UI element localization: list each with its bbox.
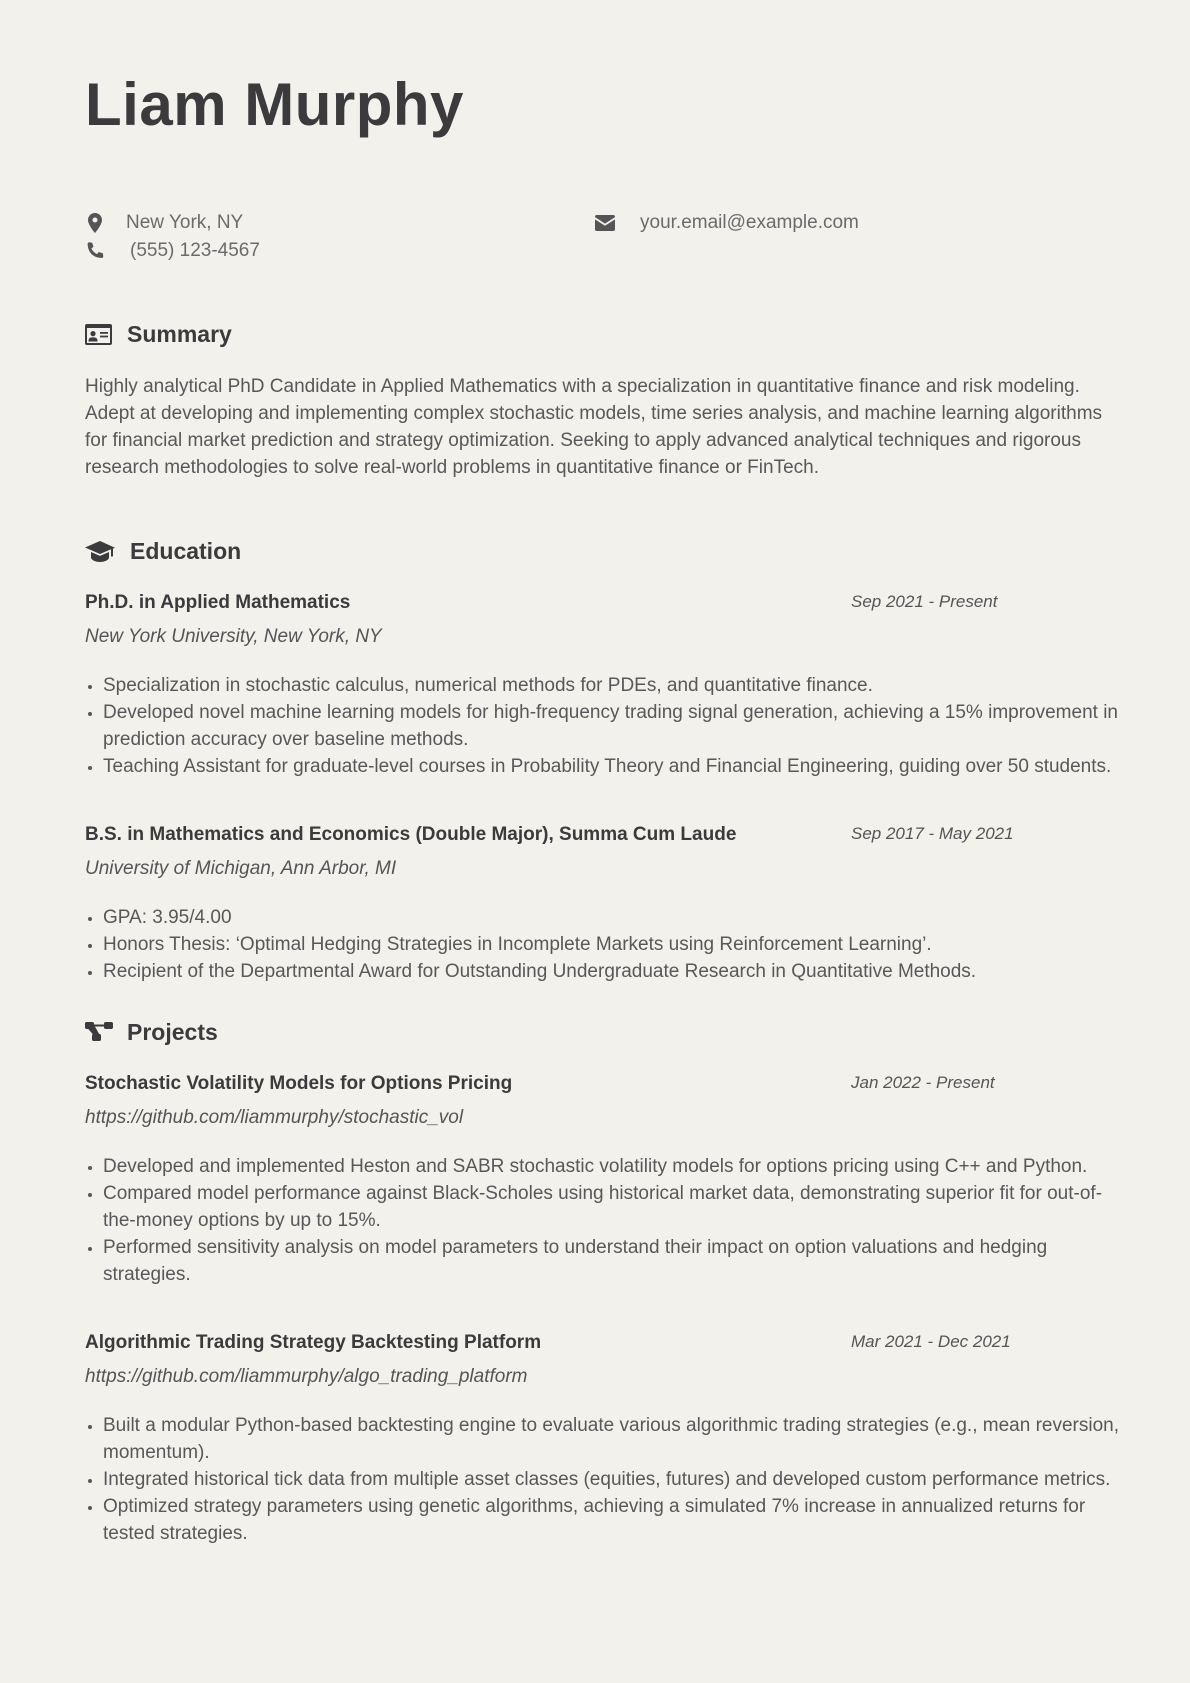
project-entry-date: Jan 2022 - Present — [851, 1073, 995, 1092]
list-item: • Specialization in stochastic calculus, numerical methods for PDEs, and quantitative finance. — [103, 672, 1128, 699]
projects-heading — [85, 1019, 218, 1046]
education-entry-bullets — [85, 904, 1128, 985]
project-entry-bullets — [85, 1412, 1128, 1547]
list-item: • Performed sensitivity analysis on model parameters to understand their impact on option valuations and hedging strategies. — [103, 1234, 1128, 1288]
project-entry-title: Algorithmic Trading Strategy Backtesting Platform — [85, 1332, 542, 1353]
education-entry-date: Sep 2021 - Present — [851, 592, 998, 611]
education-entry-institution: New York University, New York, NY — [85, 626, 382, 647]
phone-icon — [85, 240, 105, 262]
education-entry-title: B.S. in Mathematics and Economics (Double Major), Summa Cum Laude — [85, 824, 737, 845]
summary-heading — [85, 321, 232, 348]
list-item: • Developed and implemented Heston and SABR stochastic volatility models for options pricing using C++ and Python. — [103, 1153, 1128, 1180]
summary-text: Highly analytical PhD Candidate in Applied Mathematics with a specialization in quantitative finance and risk modeling. Adept at developing and implementing complex stochastic models, time series analysis, and machine learning algorithms for financial market prediction and strategy optimization. Seeking to apply advanced analytical techniques and rigorous research methodologies to solve real-world problems in quantitative finance or FinTech. — [85, 376, 1103, 478]
education-entry-institution: University of Michigan, Ann Arbor, MI — [85, 858, 397, 879]
contact-location — [85, 212, 243, 234]
education-heading — [85, 538, 241, 565]
project-entry-title: Stochastic Volatility Models for Options Pricing — [85, 1073, 513, 1094]
project-entry-bullets — [85, 1153, 1128, 1288]
candidate-name: Liam Murphy — [85, 71, 464, 138]
list-item: • Compared model performance against Black-Scholes using historical market data, demonstrating superior fit for out-of-the-money options by up to 15%. — [103, 1180, 1128, 1234]
list-item: • Teaching Assistant for graduate-level courses in Probability Theory and Financial Engineering, guiding over 50 students. — [103, 753, 1128, 780]
list-item: • Integrated historical tick data from multiple asset classes (equities, futures) and developed custom performance metrics. — [103, 1466, 1128, 1493]
list-item: • Recipient of the Departmental Award for Outstanding Undergraduate Research in Quantitative Methods. — [103, 958, 1128, 985]
project-diagram-icon — [85, 1022, 115, 1044]
list-item: • Built a modular Python-based backtesting engine to evaluate various algorithmic trading strategies (e.g., mean reversion, momentum). — [103, 1412, 1128, 1466]
education-title: Education — [130, 538, 242, 564]
location-text: New York, NY — [126, 212, 244, 233]
phone-text: (555) 123-4567 — [130, 240, 260, 261]
graduation-cap-icon — [85, 541, 118, 563]
project-entry-link[interactable]: https://github.com/liammurphy/algo_trading_platform — [85, 1366, 528, 1387]
envelope-icon — [595, 212, 615, 234]
education-entry-date: Sep 2017 - May 2021 — [851, 824, 1014, 843]
map-marker-icon — [85, 212, 105, 234]
project-entry-date: Mar 2021 - Dec 2021 — [851, 1332, 1011, 1351]
list-item: • Developed novel machine learning models for high-frequency trading signal generation, achieving a 15% improvement in prediction accuracy over baseline methods. — [103, 699, 1128, 753]
id-card-icon — [85, 324, 115, 345]
contact-phone — [85, 240, 260, 262]
education-entry-title: Ph.D. in Applied Mathematics — [85, 592, 351, 613]
list-item: • GPA: 3.95/4.00 — [103, 904, 1128, 931]
projects-title: Projects — [127, 1019, 218, 1045]
education-entry-bullets — [85, 672, 1128, 780]
list-item: • Optimized strategy parameters using genetic algorithms, achieving a simulated 7% increase in annualized returns for tested strategies. — [103, 1493, 1128, 1547]
project-entry-link[interactable]: https://github.com/liammurphy/stochastic_vol — [85, 1107, 464, 1128]
summary-title: Summary — [127, 321, 232, 347]
list-item: • Honors Thesis: ‘Optimal Hedging Strategies in Incomplete Markets using Reinforcement Learning’. — [103, 931, 1128, 958]
contact-email[interactable] — [595, 212, 859, 234]
email-link[interactable]: your.email@example.com — [640, 212, 859, 233]
